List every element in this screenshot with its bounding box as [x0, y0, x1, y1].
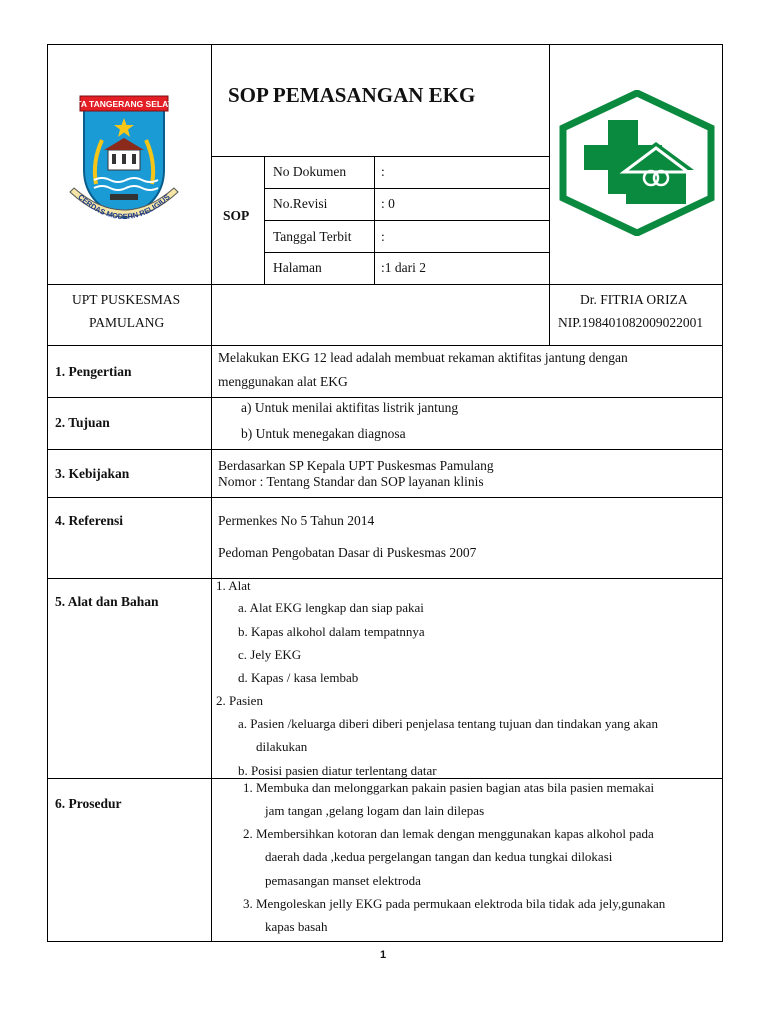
issue-date-value: :	[381, 229, 385, 244]
referensi-line: Pedoman Pengobatan Dasar di Puskesmas 2007	[218, 545, 477, 560]
org-name-line2: PAMULANG	[89, 315, 165, 330]
alat-line: 2. Pasien	[216, 693, 263, 708]
city-emblem-logo	[62, 92, 186, 242]
alat-line: b. Posisi pasien diatur terlentang datar	[238, 763, 437, 778]
tujuan-item: a) Untuk menilai aktifitas listrik jantung	[241, 400, 459, 415]
doc-number-value: :	[381, 164, 385, 179]
pengertian-line: Melakukan EKG 12 lead adalah membuat rekaman aktifitas jantung dengan	[218, 350, 628, 365]
alat-line: b. Kapas alkohol dalam tempatnnya	[238, 624, 425, 639]
kebijakan-line: Berdasarkan SP Kepala UPT Puskesmas Pamulang	[218, 458, 494, 473]
alat-line: c. Jely EKG	[238, 647, 302, 662]
section-label-kebijakan: 3. Kebijakan	[55, 466, 130, 481]
section-label-referensi: 4. Referensi	[55, 513, 123, 528]
section-label-alat: 5. Alat dan Bahan	[55, 594, 159, 609]
tujuan-item: b) Untuk menegakan diagnosa	[241, 426, 406, 441]
prosedur-line: jam tangan ,gelang logam dan lain dilepas	[265, 803, 485, 818]
head-nip: NIP.198401082009022001	[558, 315, 704, 330]
alat-line: a. Pasien /keluarga diberi diberi penjelasa tentang tujuan dan tindakan yang akan	[238, 716, 658, 731]
section-label-pengertian: 1. Pengertian	[55, 364, 132, 379]
page-label: Halaman	[273, 260, 322, 275]
alat-line: 1. Alat	[216, 578, 251, 593]
revision-label: No.Revisi	[273, 196, 328, 211]
alat-line: a. Alat EKG lengkap dan siap pakai	[238, 600, 424, 615]
sop-label: SOP	[223, 208, 250, 223]
prosedur-line: 1. Membuka dan melonggarkan pakain pasien bagian atas bila pasien memakai	[243, 780, 655, 795]
revision-value: : 0	[381, 196, 395, 211]
section-label-tujuan: 2. Tujuan	[55, 415, 110, 430]
pengertian-line: menggunakan alat EKG	[218, 374, 348, 389]
head-name: Dr. FITRIA ORIZA	[580, 292, 688, 307]
logo-banner-text: KOTA TANGERANG SELATAN	[63, 99, 185, 109]
issue-date-label: Tanggal Terbit	[273, 229, 352, 244]
logo-motto-text: CERDAS MODERN RELIGIUS	[76, 192, 172, 222]
prosedur-line: kapas basah	[265, 919, 328, 934]
page-title: SOP PEMASANGAN EKG	[228, 83, 476, 107]
referensi-line: Permenkes No 5 Tahun 2014	[218, 513, 375, 528]
page-value: :1 dari 2	[381, 260, 426, 275]
org-name-line1: UPT PUSKESMAS	[72, 292, 181, 307]
puskesmas-logo	[558, 90, 716, 236]
prosedur-line: pemasangan manset elektroda	[265, 873, 421, 888]
section-label-prosedur: 6. Prosedur	[55, 796, 122, 811]
prosedur-line: daerah dada ,kedua pergelangan tangan dan kedua tungkai dilokasi	[265, 849, 613, 864]
alat-line: d. Kapas / kasa lembab	[238, 670, 359, 685]
alat-line: dilakukan	[256, 739, 308, 754]
kebijakan-line: Nomor : Tentang Standar dan SOP layanan klinis	[218, 474, 484, 489]
prosedur-line: 3. Mengoleskan jelly EKG pada permukaan elektroda bila tidak ada jely,gunakan	[243, 896, 666, 911]
prosedur-line: 2. Membersihkan kotoran dan lemak dengan menggunakan kapas alkohol pada	[243, 826, 654, 841]
page-number: 1	[380, 949, 387, 961]
doc-number-label: No Dokumen	[273, 164, 347, 179]
